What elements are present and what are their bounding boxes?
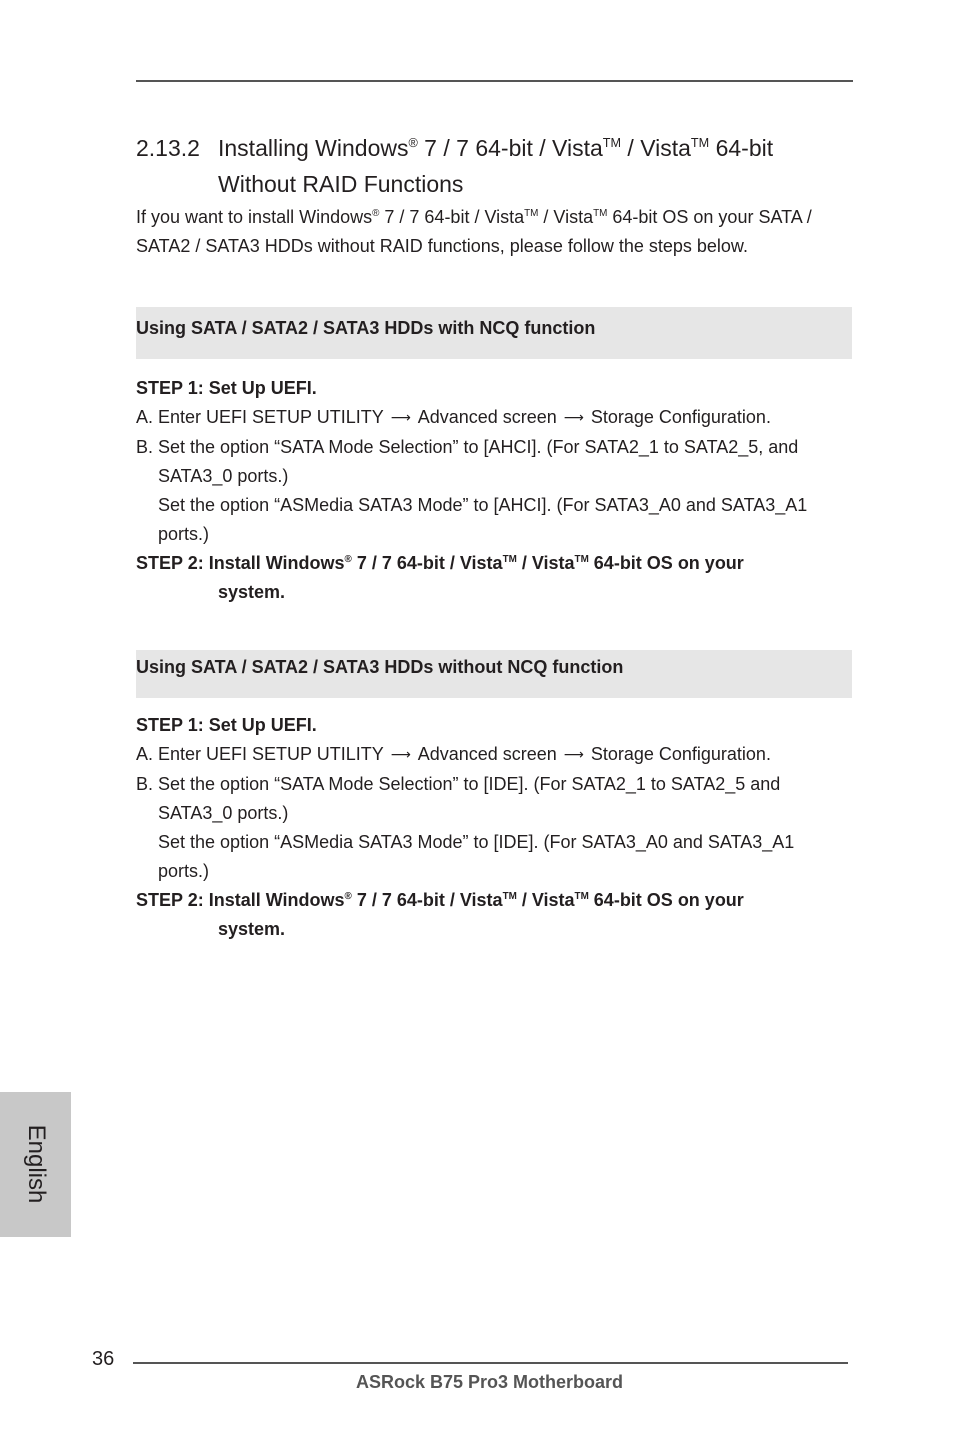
section2-title: Using SATA / SATA2 / SATA3 HDDs without NCQ function: [136, 657, 624, 677]
section1-step-b-line2: SATA3_0 ports.): [158, 466, 289, 486]
step-a-text: Storage Configuration.: [590, 744, 771, 764]
registered-mark: ®: [344, 554, 352, 565]
section1-step-a: [136, 403, 856, 433]
trademark-mark: TM: [690, 136, 710, 151]
step2-text: 7 / 7 64-bit / Vista: [351, 553, 503, 573]
heading-number: 2.13.2: [136, 135, 200, 161]
registered-mark: ®: [344, 891, 352, 902]
step-a-text: A. Enter UEFI SETUP UTILITY: [136, 744, 384, 764]
section2-step2-cont: system.: [218, 919, 286, 939]
intro-text: If you want to install Windows: [136, 207, 373, 227]
section1-step-b-line1: B. Set the option “SATA Mode Selection” to [AHCI]. (For SATA2_1 to SATA2_5, and: [136, 437, 799, 457]
trademark-mark: TM: [574, 554, 589, 565]
trademark-mark: TM: [574, 891, 589, 902]
step-a-text: Advanced screen: [417, 407, 557, 427]
top-divider: [136, 80, 853, 82]
step2-text: 7 / 7 64-bit / Vista: [351, 890, 503, 910]
trademark-mark: TM: [502, 554, 517, 565]
step2-text: 64-bit OS on your: [588, 890, 744, 910]
section1-step2-cont: system.: [218, 582, 286, 602]
arrow-right-icon: ⟶: [563, 746, 584, 762]
section-heading: [136, 130, 856, 202]
step2-text: 64-bit OS on your: [588, 553, 744, 573]
section1-step-b-line4: ports.): [158, 524, 210, 544]
intro-text: 7 / 7 64-bit / Vista: [379, 207, 525, 227]
section1-header-band: [136, 307, 852, 359]
arrow-right-icon: ⟶: [390, 409, 411, 425]
section1-title: Using SATA / SATA2 / SATA3 HDDs with NCQ function: [136, 318, 596, 338]
section2-step-a: [136, 740, 856, 770]
step-a-text: Advanced screen: [417, 744, 557, 764]
section1-step2: [136, 549, 856, 578]
arrow-right-icon: ⟶: [390, 746, 411, 762]
heading-text-d: 64-bit: [709, 135, 774, 161]
heading-text-b: 7 / 7 64-bit / Vista: [417, 135, 603, 161]
section2-step-b-line3: Set the option “ASMedia SATA3 Mode” to [IDE]. (For SATA3_A0 and SATA3_A1: [158, 832, 795, 852]
trademark-mark: TM: [593, 208, 608, 219]
trademark-mark: TM: [502, 891, 517, 902]
bottom-divider: [133, 1362, 848, 1364]
trademark-mark: TM: [602, 136, 622, 151]
section2-header-band: [136, 650, 852, 698]
registered-mark: ®: [372, 208, 380, 219]
section1-step1: STEP 1: Set Up UEFI.: [136, 378, 317, 398]
intro-text: 64-bit OS on your SATA / SATA2 / SATA3 HDDs without RAID functions, please follow the steps below.: [136, 207, 812, 256]
heading-text-c: / Vista: [621, 135, 691, 161]
step2-text: / Vista: [516, 553, 575, 573]
step-a-text: Storage Configuration.: [590, 407, 771, 427]
registered-mark: ®: [408, 136, 418, 151]
section1-body: [136, 374, 856, 607]
step2-text: STEP 2: Install Windows: [136, 890, 345, 910]
intro-text: / Vista: [538, 207, 594, 227]
footer-product-name: ASRock B75 Pro3 Motherboard: [356, 1372, 624, 1392]
language-label: English: [23, 1124, 50, 1204]
step-a-text: A. Enter UEFI SETUP UTILITY: [136, 407, 384, 427]
section2-step2: [136, 886, 856, 915]
heading-text-a: Installing Windows: [218, 135, 409, 161]
section2-step-b-line1: B. Set the option “SATA Mode Selection” to [IDE]. (For SATA2_1 to SATA2_5 and: [136, 774, 781, 794]
language-side-tab: [0, 1092, 71, 1237]
step2-text: STEP 2: Install Windows: [136, 553, 345, 573]
section2-step1: STEP 1: Set Up UEFI.: [136, 715, 317, 735]
page-number: 36: [92, 1348, 115, 1370]
arrow-right-icon: ⟶: [563, 409, 584, 425]
section2-step-b-line4: ports.): [158, 861, 210, 881]
section2-body: [136, 711, 856, 944]
section2-step-b-line2: SATA3_0 ports.): [158, 803, 289, 823]
trademark-mark: TM: [524, 208, 539, 219]
heading-line2: Without RAID Functions: [218, 171, 464, 197]
intro-paragraph: [136, 203, 856, 261]
step2-text: / Vista: [516, 890, 575, 910]
section1-step-b-line3: Set the option “ASMedia SATA3 Mode” to [AHCI]. (For SATA3_A0 and SATA3_A1: [158, 495, 808, 515]
